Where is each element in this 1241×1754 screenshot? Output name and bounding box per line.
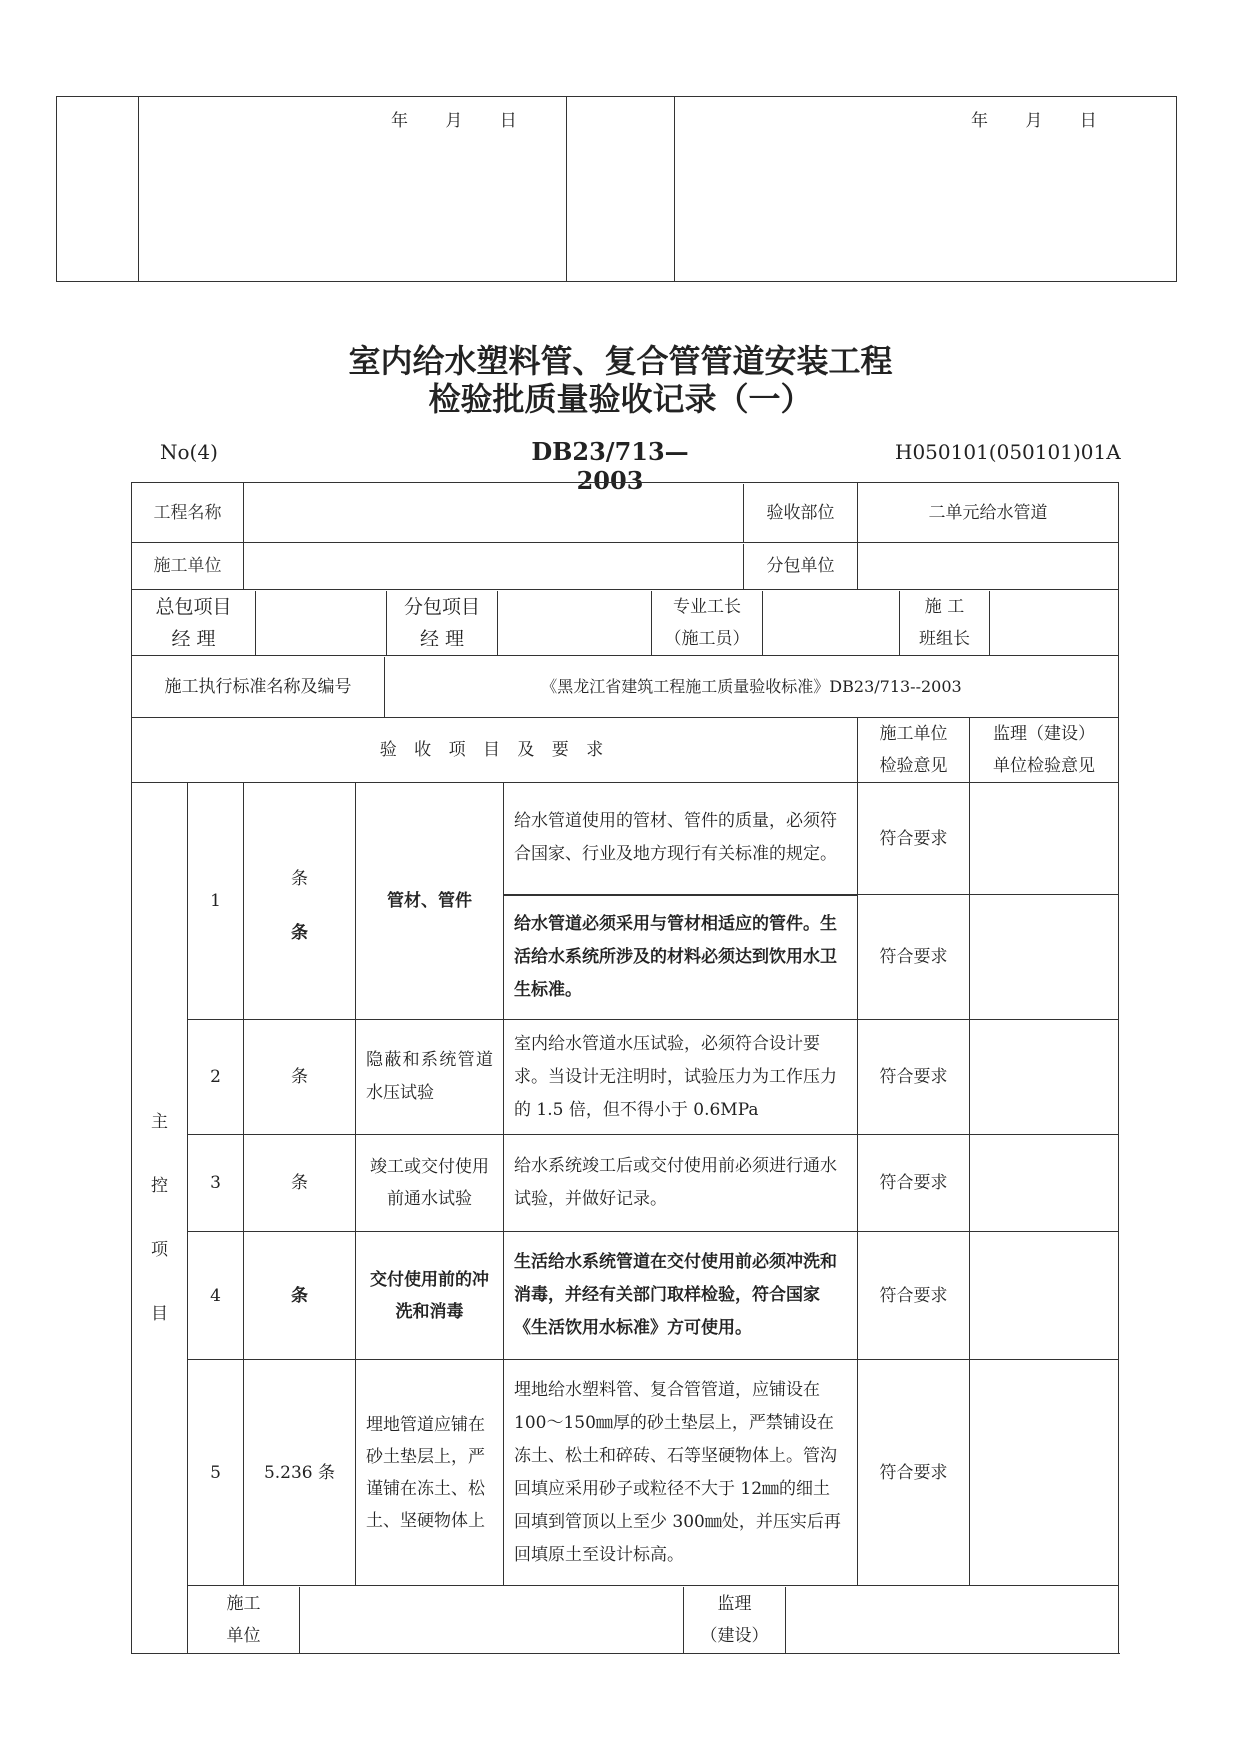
item-3-name: 竣工或交付使用前通水试验 — [356, 1135, 504, 1232]
item-4-name: 交付使用前的冲洗和消毒 — [356, 1232, 504, 1360]
item-1-requirement-b: 给水管道必须采用与管材相适应的管件。生活给水系统所涉及的材料必须达到饮用水卫生标准。 — [504, 895, 858, 1020]
inspection-table — [131, 482, 1119, 1654]
general-pm-label: 总包项目 经 理 — [155, 595, 232, 650]
item-3-clause: 条 — [244, 1135, 356, 1232]
item-4-requirement: 生活给水系统管道在交付使用前必须冲洗和消毒，并经有关部门取样检验，符合国家《生活饮用水标准》方可使用。 — [504, 1232, 858, 1360]
footer-construction-label: 施工 单位 — [226, 1593, 261, 1646]
item-5-requirement: 埋地给水塑料管、复合管管道，应铺设在100～150㎜厚的砂土垫层上，严禁铺设在冻土、松土和碎砖、石等坚硬物体上。管沟回填应采用砂子或粒径不大于 12㎜的细土回填到管顶以上至少 300㎜处，并压实后再回填原土至设计标高。 — [504, 1360, 858, 1586]
top-cell-date-left — [139, 97, 567, 282]
construction-opinion-header: 施工单位 检验意见 — [858, 718, 970, 783]
footer-supervision-value — [785, 1587, 1118, 1653]
item-5-no: 5 — [188, 1360, 244, 1586]
acceptance-part-label: 验收部位 — [743, 484, 857, 542]
item-row-5 — [132, 1360, 1119, 1586]
row-footer — [132, 1586, 1119, 1654]
construction-unit-label: 施工单位 — [132, 543, 244, 590]
item-3-opinion: 符合要求 — [858, 1135, 970, 1232]
top-cell-empty-2 — [567, 97, 675, 282]
row-construction-unit — [132, 543, 1119, 590]
top-cell-empty-1 — [57, 97, 139, 282]
item-3-no: 3 — [188, 1135, 244, 1232]
item-1-opinion-b: 符合要求 — [858, 895, 970, 1020]
items-header: 验 收 项 目 及 要 求 — [132, 718, 858, 783]
item-row-2 — [132, 1020, 1119, 1135]
record-number: No(4) — [160, 440, 218, 464]
team-leader-value — [989, 591, 1118, 655]
sub-pm-label: 分包项目 经 理 — [386, 591, 497, 655]
construction-unit-value — [244, 544, 743, 589]
standard-value: 《黑龙江省建筑工程施工质量验收标准》DB23/713--2003 — [384, 657, 1118, 717]
row-column-headers — [132, 718, 1119, 783]
item-1-name: 管材、管件 — [356, 783, 504, 1020]
acceptance-part-value: 二单元给水管道 — [858, 483, 1119, 543]
foreman-value — [762, 591, 899, 655]
top-cell-date-right — [675, 97, 1177, 282]
item-4-no: 4 — [188, 1232, 244, 1360]
title-line-1: 室内给水塑料管、复合管管道安装工程 — [348, 342, 893, 380]
item-5-opinion: 符合要求 — [858, 1360, 970, 1586]
item-row-4 — [132, 1232, 1119, 1360]
main-control-label: 主 控 项 目 — [132, 783, 188, 1654]
document-title — [0, 342, 1241, 418]
item-row-3 — [132, 1135, 1119, 1232]
item-2-no: 2 — [188, 1020, 244, 1135]
row-standard — [132, 656, 1119, 718]
project-name-label: 工程名称 — [132, 483, 244, 543]
item-4-supervision — [970, 1232, 1119, 1360]
footer-construction-value — [299, 1587, 683, 1653]
item-2-clause: 条 — [244, 1020, 356, 1135]
item-3-supervision — [970, 1135, 1119, 1232]
item-row-1a — [132, 783, 1119, 895]
team-leader-label: 施 工 班组长 — [899, 591, 989, 655]
item-2-supervision — [970, 1020, 1119, 1135]
item-2-requirement: 室内给水管道水压试验，必须符合设计要求。当设计无注明时，试验压力为工作压力的 1.5 倍，但不得小于 0.6MPa — [504, 1020, 858, 1135]
item-2-name: 隐蔽和系统管道水压试验 — [356, 1020, 504, 1135]
item-4-opinion: 符合要求 — [858, 1232, 970, 1360]
item-2-opinion: 符合要求 — [858, 1020, 970, 1135]
item-5-name: 埋地管道应铺在砂土垫层上，严谨铺在冻土、松土、坚硬物体上 — [356, 1360, 504, 1586]
item-1-supervision-b — [970, 895, 1119, 1020]
project-name-value — [244, 484, 743, 542]
item-1-requirement-a: 给水管道使用的管材、管件的质量，必须符合国家、行业及地方现行有关标准的规定。 — [504, 783, 858, 895]
standard-code: DB23/713—2003 — [531, 437, 689, 495]
date-right: 年 月 日 — [971, 111, 1099, 131]
date-left: 年 月 日 — [391, 111, 519, 131]
item-1-clause: 条 条 — [244, 783, 356, 1020]
row-project — [132, 483, 1119, 543]
supervision-opinion-header: 监理（建设） 单位检验意见 — [970, 718, 1119, 783]
item-4-clause: 条 — [244, 1232, 356, 1360]
item-1-supervision-a — [970, 783, 1119, 895]
item-5-clause: 5.236 条 — [244, 1360, 356, 1586]
item-1-no: 1 — [188, 783, 244, 1020]
general-pm-value — [255, 591, 386, 655]
row-managers — [132, 590, 1119, 656]
title-line-2: 检验批质量验收记录（一） — [428, 380, 813, 418]
item-3-requirement: 给水系统竣工后或交付使用前必须进行通水试验，并做好记录。 — [504, 1135, 858, 1232]
item-1-opinion-a: 符合要求 — [858, 783, 970, 895]
subcontract-unit-label: 分包单位 — [743, 544, 857, 589]
standard-label: 施工执行标准名称及编号 — [164, 676, 352, 697]
subcontract-unit-value — [858, 543, 1119, 590]
item-5-supervision — [970, 1360, 1119, 1586]
top-signature-table — [56, 96, 1177, 282]
sub-pm-value — [497, 591, 651, 655]
foreman-label: 专业工长 （施工员） — [651, 591, 762, 655]
footer-supervision-label: 监理 （建设） — [683, 1587, 785, 1653]
form-code: H050101(050101)01A — [895, 440, 1121, 464]
